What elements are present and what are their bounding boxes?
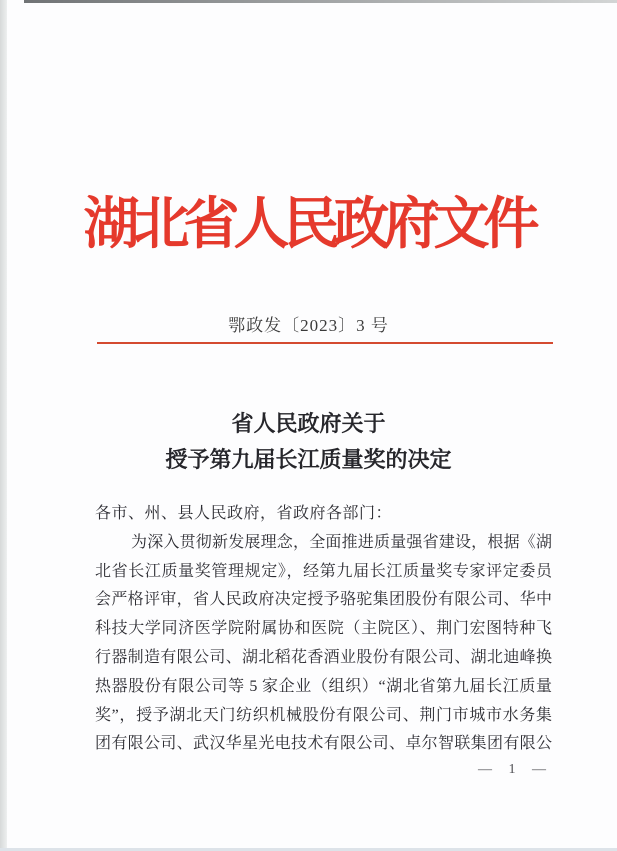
document-title bbox=[0, 406, 617, 478]
red-divider-line bbox=[97, 342, 553, 344]
body-line: 热器股份有限公司等 5 家企业（组织）“湖北省第九届长江质量 bbox=[95, 677, 552, 695]
body-line: 北省长江质量奖管理规定》，经第九届长江质量奖专家评定委员 bbox=[95, 562, 552, 580]
document-body bbox=[95, 500, 552, 759]
body-line: 奖”，授予湖北天门纺织机械股份有限公司、荆门市城市水务集 bbox=[95, 706, 552, 724]
body-line: 团有限公司、武汉华星光电技术有限公司、卓尔智联集团有限公 bbox=[95, 735, 552, 753]
body-line: 行器制造有限公司、湖北稻花香酒业股份有限公司、湖北迪峰换 bbox=[95, 648, 552, 666]
body-line: 科技大学同济医学院附属协和医院（主院区）、荆门宏图特种飞 bbox=[95, 620, 552, 638]
document-title-line-2: 授予第九届长江质量奖的决定 bbox=[165, 447, 452, 472]
document-title-line-1: 省人民政府关于 bbox=[231, 411, 386, 436]
salutation-line: 各市、州、县人民政府，省政府各部门： bbox=[95, 505, 393, 522]
body-line: 会严格评审，省人民政府决定授予骆驼集团股份有限公司、华中 bbox=[95, 591, 552, 609]
body-line: 为深入贯彻新发展理念，全面推进质量强省建设，根据《湖 bbox=[131, 533, 552, 551]
scan-edge-top bbox=[24, 0, 617, 3]
page-number: — 1 — bbox=[478, 762, 549, 777]
red-header-title: 湖北省人民政府文件 bbox=[83, 194, 534, 256]
document-number: 鄂政发〔2023〕3 号 bbox=[228, 316, 389, 335]
